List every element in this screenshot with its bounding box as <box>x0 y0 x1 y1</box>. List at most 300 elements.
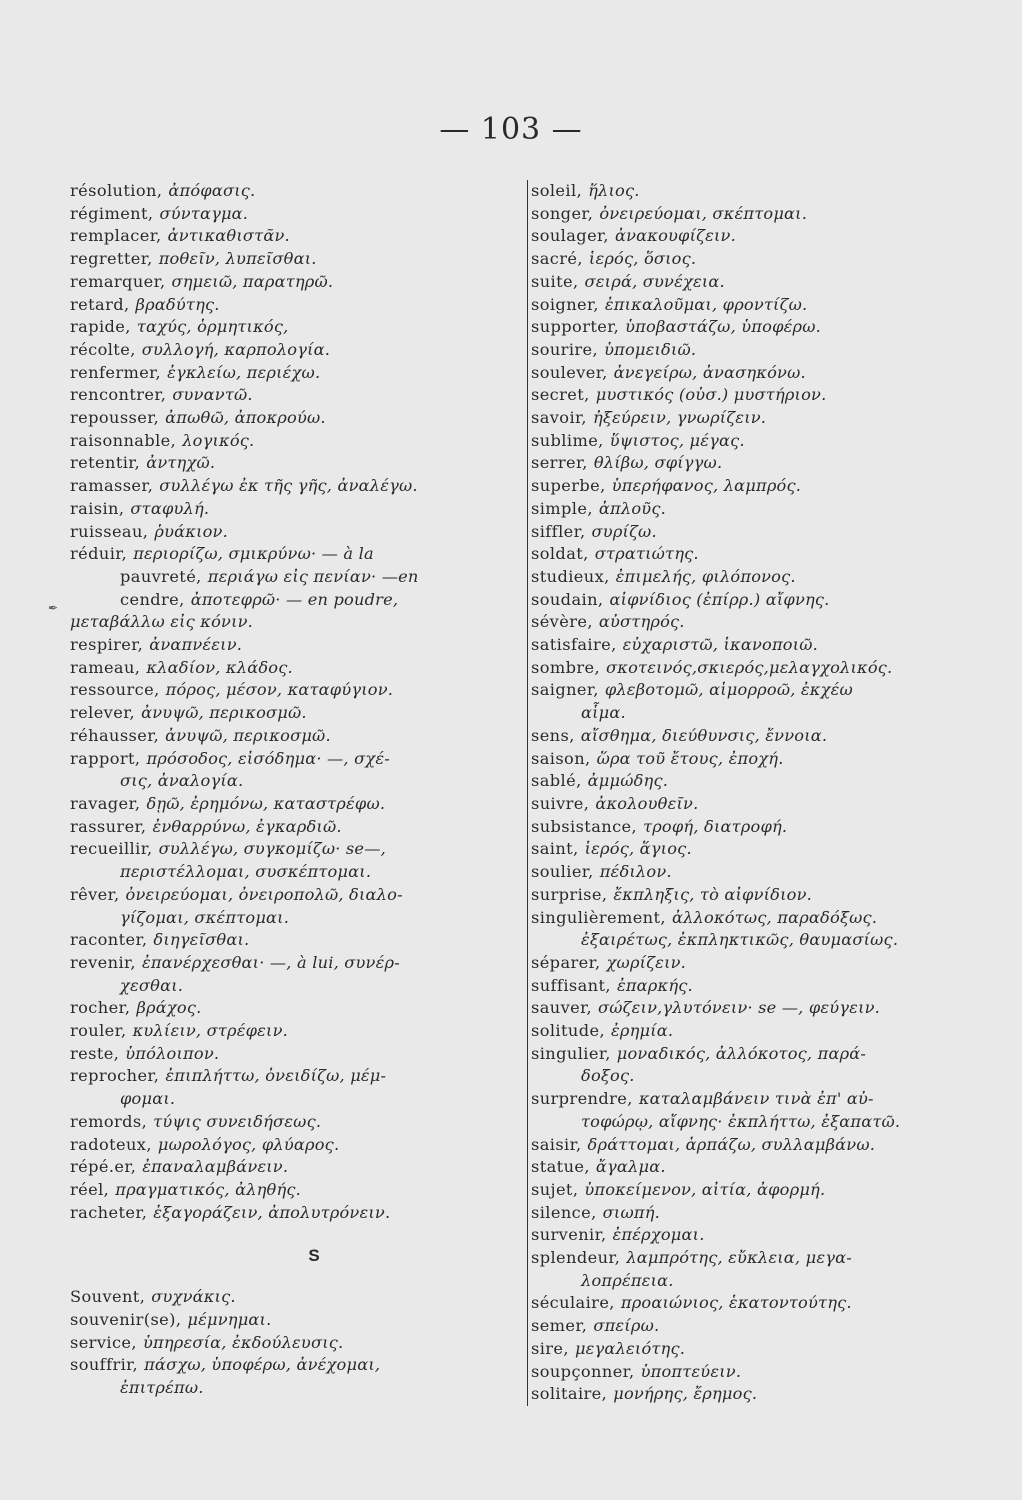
entry-greek-translation: συλλέγω ἐκ τῆς γῆς, ἀναλέγω. <box>159 476 418 496</box>
entry-french-word: splendeur, <box>531 1248 621 1268</box>
entry-greek-translation: ἀμμώδης. <box>587 771 669 791</box>
entry-french-word: statue, <box>531 1157 590 1177</box>
dictionary-entry <box>531 952 971 975</box>
dictionary-entry <box>70 430 518 453</box>
entry-greek-translation: ἄγαλμα. <box>595 1157 666 1177</box>
entry-french-word: Souvent, <box>70 1287 146 1307</box>
entry-french-word: revenir, <box>70 952 136 972</box>
entry-french-word: soulever, <box>531 362 608 382</box>
dictionary-entry <box>70 907 518 930</box>
entry-french-word: saigner, <box>531 680 599 700</box>
entry-greek-translation: συλλέγω, συγκομίζω· se—, <box>158 839 386 859</box>
dictionary-entry <box>531 1270 971 1293</box>
dictionary-entry <box>531 793 971 816</box>
entry-greek-translation: λογικός. <box>182 430 255 450</box>
entry-greek-translation: δῃῶ, ἐρημόνω, καταστρέφω. <box>146 793 386 813</box>
dictionary-entry <box>531 929 971 952</box>
dictionary-entry <box>70 589 518 612</box>
dictionary-entry <box>70 997 518 1020</box>
dictionary-entry <box>531 1111 971 1134</box>
entry-greek-translation: τύψις συνειδήσεως. <box>153 1111 322 1131</box>
dictionary-entry <box>531 748 971 771</box>
dictionary-entry <box>531 1338 971 1361</box>
entry-greek-translation: τοφώρῳ, αἴφνης· ἐκπλήττω, ἐξαπατῶ. <box>581 1111 901 1131</box>
dictionary-entry <box>70 452 518 475</box>
dictionary-entry <box>531 679 971 702</box>
entry-greek-translation: περιάγω εἰς πενίαν· —en <box>207 566 419 586</box>
dictionary-entry <box>531 1202 971 1225</box>
entry-greek-translation: ἐπιμελής, φιλόπονος. <box>615 566 796 586</box>
entry-french-word: raisonnable, <box>70 430 177 450</box>
dictionary-entry <box>531 362 971 385</box>
entry-greek-translation: εὐχαριστῶ, ἱκανοποιῶ. <box>622 635 819 655</box>
entry-greek-translation: μέμνημαι. <box>187 1310 272 1330</box>
dictionary-entry <box>70 816 518 839</box>
entry-greek-translation: ὑπερήφανος, λαμπρός. <box>611 476 802 496</box>
dictionary-entry <box>531 225 971 248</box>
entry-greek-translation: ἐξαγοράζειν, ἀπολυτρόνειν. <box>153 1202 391 1222</box>
entry-greek-translation: χεσθαι. <box>120 975 184 995</box>
entry-greek-translation: σπείρω. <box>593 1316 660 1336</box>
entry-greek-translation: ἱερός, ὅσιος. <box>588 249 697 269</box>
dictionary-entry <box>70 248 518 271</box>
entry-greek-translation: δράττομαι, ἁρπάζω, συλλαμβάνω. <box>587 1134 876 1154</box>
entry-greek-translation: μεγαλειότης. <box>574 1338 686 1358</box>
entry-french-word: récolte, <box>70 339 136 359</box>
entry-french-word: souffrir, <box>70 1355 139 1375</box>
entry-greek-translation: ὑποκείμενον, αἰτία, ἀφορμή. <box>584 1179 826 1199</box>
entry-greek-translation: ταχύς, ὁρμητικός, <box>136 317 289 337</box>
entry-french-word: retard, <box>70 294 130 314</box>
entry-greek-translation: μυστικός (οὐσ.) μυστήριον. <box>595 385 827 405</box>
dictionary-entry <box>531 1065 971 1088</box>
dictionary-entry <box>70 975 518 998</box>
entry-greek-translation: ὕψιστος, μέγας. <box>609 430 745 450</box>
entry-greek-translation: ποθεῖν, λυπεῖσθαι. <box>158 249 317 269</box>
entry-french-word: recueillir, <box>70 839 153 859</box>
entry-french-word: semer, <box>531 1316 588 1336</box>
entry-greek-translation: σιωπή. <box>602 1202 660 1222</box>
entry-greek-translation: ὑποβαστάζω, ὑποφέρω. <box>625 317 821 337</box>
entry-french-word: suite, <box>531 271 579 291</box>
entry-french-word: ravager, <box>70 793 141 813</box>
entry-greek-translation: τροφή, διατροφή. <box>643 816 788 836</box>
entry-french-word: survenir, <box>531 1225 607 1245</box>
entry-french-word: séculaire, <box>531 1293 615 1313</box>
entry-greek-translation: ἀκολουθεῖν. <box>595 793 699 813</box>
entry-greek-translation: ἁπλοῦς. <box>598 498 666 518</box>
entry-greek-translation: ἐξαιρέτως, ἐκπληκτικῶς, θαυμασίως. <box>581 930 899 950</box>
entry-french-word: satisfaire, <box>531 635 617 655</box>
dictionary-entry <box>70 1088 518 1111</box>
dictionary-entry <box>531 861 971 884</box>
entry-french-word: soulier, <box>531 862 594 882</box>
entry-greek-translation: ἀντικαθιστᾶν. <box>167 226 290 246</box>
entry-greek-translation: περιστέλλομαι, συσκέπτομαι. <box>120 862 372 882</box>
entry-greek-translation: λαμπρότης, εὔκλεια, μεγα- <box>626 1248 852 1268</box>
dictionary-entry <box>531 543 971 566</box>
entry-greek-translation: ὑποπτεύειν. <box>640 1361 742 1381</box>
entry-french-word: solitude, <box>531 1021 606 1041</box>
entry-french-word: ruisseau, <box>70 521 149 541</box>
entry-greek-translation: ὑπηρεσία, ἐκδούλευσις. <box>142 1332 344 1352</box>
entry-french-word: surprendre, <box>531 1089 633 1109</box>
entry-french-word: saison, <box>531 748 591 768</box>
dictionary-entry <box>531 770 971 793</box>
dictionary-entry <box>70 566 518 589</box>
dictionary-entry <box>70 634 518 657</box>
dictionary-entry <box>531 1043 971 1066</box>
entry-greek-translation: σις, ἀναλογία. <box>120 771 244 791</box>
entry-french-word: studieux, <box>531 566 610 586</box>
entry-french-word: suffisant, <box>531 975 611 995</box>
entry-greek-translation: κλαδίον, κλάδος. <box>146 657 293 677</box>
dictionary-entry <box>531 1292 971 1315</box>
entry-greek-translation: φομαι. <box>120 1089 176 1109</box>
dictionary-entry <box>70 384 518 407</box>
entry-french-word: reprocher, <box>70 1066 160 1086</box>
section-letter: S <box>308 1246 320 1266</box>
entry-french-word: rencontrer, <box>70 385 167 405</box>
entry-french-word: subsistance, <box>531 816 638 836</box>
right-column <box>527 180 971 1406</box>
dictionary-entry <box>70 1179 518 1202</box>
dictionary-entry <box>70 316 518 339</box>
entry-greek-translation: ἀποτεφρῶ· — en poudre, <box>190 589 399 609</box>
dictionary-entry <box>531 725 971 748</box>
entry-french-word: reste, <box>70 1043 120 1063</box>
entry-french-word: sombre, <box>531 657 601 677</box>
dictionary-entry <box>70 611 518 634</box>
entry-french-word: serrer, <box>531 453 588 473</box>
entry-greek-translation: βράχος. <box>136 998 202 1018</box>
dictionary-entry <box>70 339 518 362</box>
entry-greek-translation: ἀναπνέειν. <box>149 635 243 655</box>
dictionary-entry <box>531 884 971 907</box>
dictionary-entry <box>531 475 971 498</box>
entry-french-word: supporter, <box>531 317 620 337</box>
dictionary-entry <box>531 589 971 612</box>
entry-greek-translation: μονήρης, ἔρημος. <box>613 1384 758 1404</box>
dictionary-entry <box>531 657 971 680</box>
entry-french-word: retentir, <box>70 453 141 473</box>
entry-greek-translation: ἐπέρχομαι. <box>612 1225 705 1245</box>
entry-greek-translation: πρόσοδος, εἰσόδημα· —, σχέ- <box>146 748 390 768</box>
entry-greek-translation: σκοτεινός,σκιερός,μελαγχολικός. <box>606 657 893 677</box>
entry-greek-translation: καταλαμβάνειν τινὰ ἐπ' αὐ- <box>638 1089 874 1109</box>
entry-greek-translation: ἀνυψῶ, περικοσμῶ. <box>141 703 307 723</box>
dictionary-entry <box>531 907 971 930</box>
dictionary-entry <box>531 816 971 839</box>
dictionary-entry <box>531 452 971 475</box>
entry-greek-translation: βραδύτης. <box>135 294 220 314</box>
dictionary-entry <box>70 543 518 566</box>
left-entries <box>70 180 518 1224</box>
dictionary-entry <box>531 1224 971 1247</box>
entry-french-word: sacré, <box>531 249 583 269</box>
entry-greek-translation: ἀνυψῶ, περικοσμῶ. <box>165 725 331 745</box>
entry-french-word: raconter, <box>70 930 148 950</box>
entry-french-word: ramasser, <box>70 476 154 496</box>
dictionary-entry <box>70 861 518 884</box>
entry-greek-translation: κυλίειν, στρέφειν. <box>132 1021 288 1041</box>
entry-greek-translation: ἐπαρκής. <box>616 975 693 995</box>
entry-greek-translation: αἰφνίδιος (ἐπίρρ.) αἴφνης. <box>609 589 830 609</box>
entry-french-word: savoir, <box>531 408 587 428</box>
dictionary-entry <box>70 952 518 975</box>
entry-french-word: respirer, <box>70 635 144 655</box>
entry-greek-translation: ἀνακουφίζειν. <box>614 226 736 246</box>
dictionary-entry <box>531 1088 971 1111</box>
dictionary-entry <box>70 929 518 952</box>
entry-french-word: soldat, <box>531 544 589 564</box>
entry-french-word: cendre, <box>120 589 185 609</box>
entry-french-word: remarquer, <box>70 271 166 291</box>
entry-greek-translation: ἐνθαρρύνω, ἐγκαρδιῶ. <box>152 816 342 836</box>
dictionary-entry <box>70 770 518 793</box>
entry-french-word: suivre, <box>531 793 590 813</box>
right-entries <box>531 180 971 1406</box>
dictionary-entry <box>531 1156 971 1179</box>
entry-french-word: soigner, <box>531 294 599 314</box>
entry-french-word: rouler, <box>70 1021 127 1041</box>
entry-greek-translation: ἐπικαλοῦμαι, φροντίζω. <box>604 294 808 314</box>
entry-french-word: soleil, <box>531 181 583 200</box>
dictionary-entry <box>70 1354 518 1377</box>
entry-greek-translation: δοξος. <box>581 1066 635 1086</box>
entry-french-word: sublime, <box>531 430 604 450</box>
entry-french-word: rêver, <box>70 884 120 904</box>
entry-french-word: rapide, <box>70 317 131 337</box>
entry-greek-translation: θλίβω, σφίγγω. <box>593 453 723 473</box>
entry-french-word: simple, <box>531 498 593 518</box>
dictionary-entry <box>531 294 971 317</box>
entry-french-word: rapport, <box>70 748 141 768</box>
dictionary-entry <box>70 1332 518 1355</box>
entry-greek-translation: αὐστηρός. <box>598 612 685 632</box>
entry-french-word: sens, <box>531 725 575 745</box>
entry-greek-translation: ἀνεγείρω, ἀνασηκόνω. <box>613 362 806 382</box>
dictionary-entry <box>531 407 971 430</box>
entry-french-word: solitaire, <box>531 1384 608 1404</box>
entry-greek-translation: σταφυλή. <box>130 498 210 518</box>
dictionary-entry <box>70 407 518 430</box>
entry-french-word: raisin, <box>70 498 125 518</box>
dictionary-entry <box>70 702 518 725</box>
entry-french-word: singulièrement, <box>531 907 666 927</box>
entry-french-word: secret, <box>531 385 590 405</box>
entry-french-word: sablé, <box>531 771 582 791</box>
entry-french-word: surprise, <box>531 884 608 904</box>
entry-greek-translation: μωρολόγος, φλύαρος. <box>157 1134 340 1154</box>
entry-greek-translation: ἱερός, ἅγιος. <box>584 839 692 859</box>
entry-french-word: service, <box>70 1332 137 1352</box>
entry-greek-translation: συχνάκις. <box>151 1287 236 1307</box>
entry-greek-translation: ὑπόλοιπον. <box>125 1043 220 1063</box>
dictionary-entry <box>70 838 518 861</box>
entry-greek-translation: πόρος, μέσον, καταφύγιον. <box>165 680 394 700</box>
entry-french-word: réduir, <box>70 544 128 564</box>
dictionary-entry <box>531 975 971 998</box>
dictionary-entry <box>70 657 518 680</box>
dictionary-entry <box>531 498 971 521</box>
entry-greek-translation: προαιώνιος, ἑκατοντούτης. <box>620 1293 852 1313</box>
entry-french-word: repousser, <box>70 408 160 428</box>
dictionary-entry <box>70 793 518 816</box>
entry-french-word: sire, <box>531 1338 569 1358</box>
entry-greek-translation: ἀπωθῶ, ἀποκρούω. <box>165 408 326 428</box>
entry-greek-translation: σειρά, συνέχεια. <box>584 271 725 291</box>
dictionary-entry <box>531 1315 971 1338</box>
entry-french-word: sujet, <box>531 1179 579 1199</box>
entry-french-word: sourire, <box>531 339 599 359</box>
entry-french-word: superbe, <box>531 476 606 496</box>
dictionary-entry <box>70 1202 518 1225</box>
entry-greek-translation: ῥυάκιον. <box>154 521 228 541</box>
dictionary-entry <box>70 1134 518 1157</box>
entry-greek-translation: λοπρέπεια. <box>581 1270 674 1290</box>
entry-greek-translation: σύνταγμα. <box>159 203 249 223</box>
entry-french-word: soulager, <box>531 226 609 246</box>
entry-greek-translation: αἴσθημα, διεύθυνσις, ἔννοια. <box>580 725 828 745</box>
dictionary-entry <box>70 1377 518 1400</box>
dictionary-entry <box>531 384 971 407</box>
entry-french-word: rassurer, <box>70 816 147 836</box>
entry-greek-translation: μοναδικός, ἀλλόκοτος, παρά- <box>616 1043 867 1063</box>
dictionary-entry <box>70 1065 518 1088</box>
dictionary-entry <box>70 748 518 771</box>
entry-french-word: singulier, <box>531 1043 611 1063</box>
entry-greek-translation: χωρίζειν. <box>606 952 686 972</box>
dictionary-entry <box>70 362 518 385</box>
entry-french-word: soupçonner, <box>531 1361 635 1381</box>
dictionary-entry <box>70 1020 518 1043</box>
entry-greek-translation: συλλογή, καρπολογία. <box>141 339 331 359</box>
entry-greek-translation: ὥρα τοῦ ἔτους, ἐποχή. <box>596 748 784 768</box>
entry-greek-translation: μεταβάλλω εἰς κόνιν. <box>70 612 254 632</box>
entry-greek-translation: σημειῶ, παρατηρῶ. <box>171 271 334 291</box>
dictionary-entry <box>531 1247 971 1270</box>
entry-greek-translation: ἠξεύρειν, γνωρίζειν. <box>592 408 767 428</box>
entry-french-word: pauvreté, <box>120 566 202 586</box>
entry-greek-translation: ἀλλοκότως, παραδόξως. <box>671 907 878 927</box>
entry-french-word: siffler, <box>531 521 586 541</box>
entry-greek-translation: γίζομαι, σκέπτομαι. <box>120 907 290 927</box>
entry-french-word: remords, <box>70 1111 148 1131</box>
dictionary-entry <box>531 1134 971 1157</box>
dictionary-entry <box>70 294 518 317</box>
entry-french-word: réel, <box>70 1179 110 1199</box>
dictionary-entry <box>70 180 518 203</box>
entry-french-word: séparer, <box>531 952 601 972</box>
dictionary-entry <box>531 634 971 657</box>
entry-greek-translation: σώζειν,γλυτόνειν· se —, φεύγειν. <box>598 998 881 1018</box>
dictionary-entry <box>70 521 518 544</box>
entry-french-word: souvenir(se), <box>70 1310 182 1330</box>
entry-french-word: remplacer, <box>70 226 162 246</box>
entry-greek-translation: ἐγκλείω, περιέχω. <box>167 362 321 382</box>
dictionary-entry <box>531 1361 971 1384</box>
entry-french-word: résolution, <box>70 181 163 200</box>
entry-greek-translation: συρίζω. <box>591 521 657 541</box>
entry-greek-translation: ἐπαναλαμβάνειν. <box>142 1157 289 1177</box>
dictionary-entry <box>70 725 518 748</box>
dictionary-entry <box>531 430 971 453</box>
left-s-entries <box>70 1286 518 1400</box>
entry-french-word: soudain, <box>531 589 604 609</box>
page-number: — 103 — <box>439 112 583 147</box>
dictionary-entry <box>531 1020 971 1043</box>
entry-french-word: songer, <box>531 203 594 223</box>
entry-greek-translation: ὀνειρεύομαι, σκέπτομαι. <box>599 203 808 223</box>
entry-greek-translation: φλεβοτομῶ, αἱμορροῶ, ἐκχέω <box>604 680 853 700</box>
entry-french-word: sauver, <box>531 998 593 1018</box>
entry-greek-translation: πραγματικός, ἀληθής. <box>115 1179 302 1199</box>
entry-greek-translation: ὀνειρεύομαι, ὀνειροπολῶ, διαλο- <box>125 884 403 904</box>
dictionary-entry <box>70 498 518 521</box>
entry-greek-translation: ἐπανέρχεσθαι· —, à lui, συνέρ- <box>141 952 400 972</box>
entry-greek-translation: ἀντηχῶ. <box>146 453 216 473</box>
dictionary-entry <box>531 611 971 634</box>
entry-greek-translation: στρατιώτης. <box>594 544 699 564</box>
dictionary-entry <box>70 1309 518 1332</box>
dictionary-entry <box>70 679 518 702</box>
dictionary-entry <box>531 203 971 226</box>
dictionary-entry <box>70 884 518 907</box>
entry-greek-translation: διηγεῖσθαι. <box>153 930 250 950</box>
entry-french-word: répé.er, <box>70 1157 137 1177</box>
dictionary-entry <box>70 271 518 294</box>
entry-greek-translation: ὑπομειδιῶ. <box>604 339 697 359</box>
entry-greek-translation: ἐπιτρέπω. <box>120 1378 204 1398</box>
dictionary-entry <box>531 180 971 203</box>
dictionary-entry <box>531 248 971 271</box>
entry-greek-translation: περιορίζω, σμικρύνω· — à la <box>133 544 374 564</box>
entry-french-word: silence, <box>531 1202 597 1222</box>
dictionary-entry <box>531 339 971 362</box>
entry-greek-translation: πάσχω, ὑποφέρω, ἀνέχομαι, <box>144 1355 381 1375</box>
dictionary-entry <box>531 316 971 339</box>
dictionary-entry <box>531 997 971 1020</box>
entry-french-word: saint, <box>531 839 579 859</box>
entry-french-word: regretter, <box>70 249 153 269</box>
dictionary-entry <box>70 475 518 498</box>
margin-mark-icon: ✒ <box>48 601 59 615</box>
dictionary-entry <box>531 1383 971 1406</box>
entry-french-word: renfermer, <box>70 362 162 382</box>
entry-greek-translation: αἷμα. <box>581 703 626 723</box>
entry-french-word: radoteux, <box>70 1134 152 1154</box>
entry-french-word: sévère, <box>531 612 593 632</box>
dictionary-entry <box>531 566 971 589</box>
entry-french-word: régiment, <box>70 203 154 223</box>
entry-french-word: rocher, <box>70 998 131 1018</box>
dictionary-entry <box>70 203 518 226</box>
entry-greek-translation: πέδιλον. <box>599 862 672 882</box>
dictionary-entry <box>531 271 971 294</box>
dictionary-entry <box>70 1043 518 1066</box>
entry-greek-translation: ἀπόφασις. <box>168 181 256 200</box>
entry-greek-translation: συναντῶ. <box>172 385 253 405</box>
entry-greek-translation: ἐπιπλήττω, ὀνειδίζω, μέμ- <box>165 1066 387 1086</box>
dictionary-entry <box>531 838 971 861</box>
entry-french-word: racheter, <box>70 1202 148 1222</box>
dictionary-entry <box>70 1156 518 1179</box>
entry-french-word: saisir, <box>531 1134 582 1154</box>
entry-greek-translation: ἐρημία. <box>611 1021 674 1041</box>
dictionary-entry <box>70 225 518 248</box>
entry-greek-translation: ἥλιος. <box>588 181 640 200</box>
